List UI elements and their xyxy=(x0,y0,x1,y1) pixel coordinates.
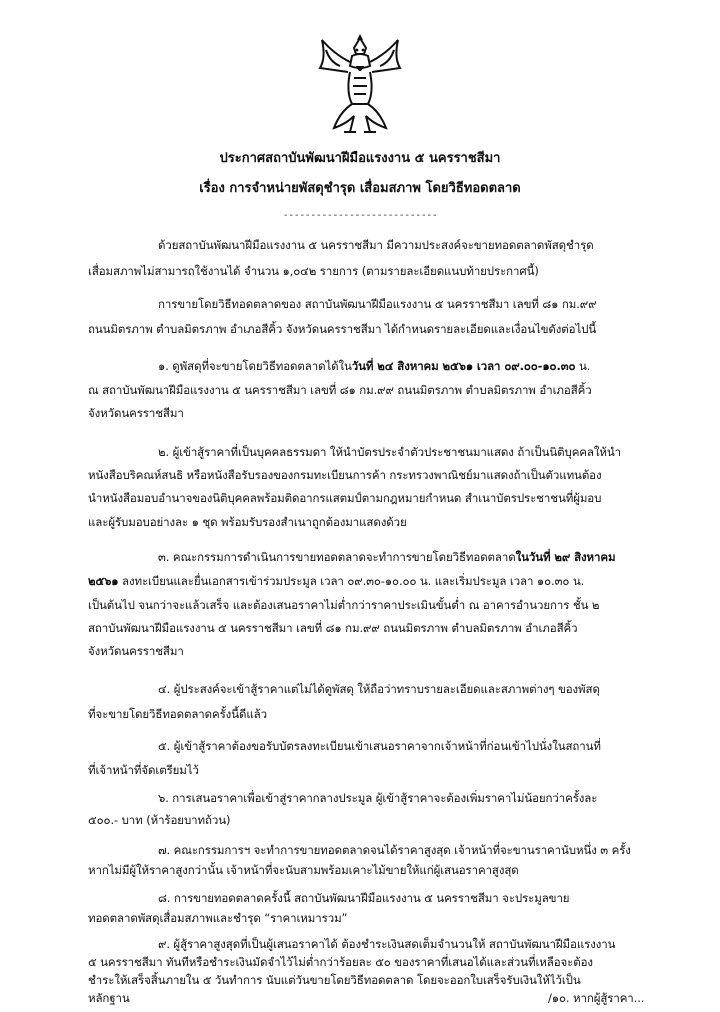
item-7-line-2: หากไม่มีผู้ให้ราคาสูงกว่านั้น เจ้าหน้าที่จะนับสามพร้อมเคาะไม้ขายให้แก่ผู้เสนอราคาสูงสุด xyxy=(88,863,519,877)
item-9-line-1: ๙. ผู้สู้ราคาสูงสุดที่เป็นผู้เสนอราคาได้ ต้องชำระเงินสดเต็มจำนวนให้ สถาบันพัฒนาฝีมือแรงงาน xyxy=(158,937,616,951)
item-3-line-2: ๒๕๖๑ ลงทะเบียนและยื่นเอกสารเข้าร่วมประมูล เวลา ๐๙.๓๐-๑๐.๐๐ น. และเริ่มประมูล เวลา ๑๐.๓๐ น. xyxy=(88,574,585,588)
item-1-line-2: ณ สถาบันพัฒนาฝีมือแรงงาน ๕ นครราชสีมา เลขที่ ๘๑ กม.๙๙ ถนนมิตรภาพ ตำบลมิตรภาพ อำเภอสีคิ้ว xyxy=(88,383,592,397)
item-3-line-4: สถาบันพัฒนาฝีมือแรงงาน ๕ นครราชสีมา เลขที่ ๘๑ กม.๙๙ ถนนมิตรภาพ ตำบลมิตรภาพ อำเภอสีคิ้ว xyxy=(88,621,578,635)
item-3-date: ในวันที่ ๒๙ สิงหาคม xyxy=(515,550,616,564)
item-8-line-2: ทอดตลาดพัสดุเสื่อมสภาพและชำรุด “ราคาเหมารวม” xyxy=(88,911,348,925)
intro-line-4: ถนนมิตรภาพ ตำบลมิตรภาพ อำเภอสีคิ้ว จังหวัดนครราชสีมา ได้กำหนดรายละเอียดและเงื่อนไขดังต่อไปนี้ xyxy=(88,322,597,336)
item-5-line-2: ที่เจ้าหน้าที่จัดเตรียมไว้ xyxy=(88,763,199,777)
item-1-line-1: ๑. ดูพัสดุที่จะขายโดยวิธีทอดตลาดได้ในวันที่ ๒๔ สิงหาคม ๒๕๖๑ เวลา ๐๙.๐๐-๑๐.๓๐ น. xyxy=(158,359,591,373)
item-2-line-4: และผู้รับมอบอย่างละ ๑ ชุด พร้อมรับรองสำเนาถูกต้องมาแสดงด้วย xyxy=(88,515,407,529)
announcement-subject: เรื่อง การจำหน่ายพัสดุชำรุด เสื่อมสภาพ โดยวิธีทอดตลาด xyxy=(199,181,521,196)
item-4-line-1: ๔. ผู้ประสงค์จะเข้าสู้ราคาแต่ไม่ได้ดูพัสดุ ให้ถือว่าทราบรายละเอียดและสภาพต่างๆ ของพัสดุ xyxy=(158,682,600,696)
continuation-note: /๑๐. หากผู้สู้ราคา... xyxy=(548,991,645,1005)
separator-line: ---------------------------- xyxy=(282,210,438,221)
announcement-title: ประกาศสถาบันพัฒนาฝีมือแรงงาน ๕ นครราชสีมา xyxy=(219,151,501,166)
item-2-line-3: นำหนังสือมอบอำนาจของนิติบุคคลพร้อมติดอากรแสตมป์ตามกฎหมายกำหนด สำเนาบัตรประชาชนที่ผู้มอบ xyxy=(88,491,602,505)
item-3-line-3: เป็นต้นไป จนกว่าจะแล้วเสร็จ และต้องเสนอราคาไม่ต่ำกว่าราคาประเมินขั้นต่ำ ณ อาคารอำนวยการ ชั้น ๒ xyxy=(88,598,600,612)
item-9-line-4: หลักฐาน xyxy=(88,991,130,1005)
item-1-date: วันที่ ๒๔ สิงหาคม ๒๕๖๑ เวลา ๐๙.๐๐-๑๐.๓๐ xyxy=(351,359,576,373)
item-6-line-1: ๖. การเสนอราคาเพื่อเข้าสู่ราคากลางประมูล ผู้เข้าสู้ราคาจะต้องเพิ่มราคาไม่น้อยกว่าครั้งละ xyxy=(158,791,598,805)
item-6-line-2: ๕๐๐.- บาท (ห้าร้อยบาทถ้วน) xyxy=(88,813,231,827)
item-9-line-3: ชำระให้เสร็จสิ้นภายใน ๕ วันทำการ นับแต่วันขายโดยวิธีทอดตลาด โดยจะออกใบเสร็จรับเงินให้ไว้เป็น xyxy=(88,973,581,987)
garuda-emblem-icon xyxy=(310,32,410,140)
intro-line-2: เสื่อมสภาพไม่สามารถใช้งานได้ จำนวน ๑,๐๔๒ รายการ (ตามรายละเอียดแนบท้ายประกาศนี้) xyxy=(88,264,539,278)
item-3-line-1: ๓. คณะกรรมการดำเนินการขายทอดตลาดจะทำการขายโดยวิธีทอดตลาดในวันที่ ๒๙ สิงหาคม xyxy=(158,550,616,564)
item-2-line-2: หนังสือบริคณห์สนธิ หรือหนังสือรับรองของกรมทะเบียนการค้า กระทรวงพาณิชย์มาแสดงถ้าเป็นตัวแทนต้อง xyxy=(88,468,602,482)
item-8-line-1: ๘. การขายทอดตลาดครั้งนี้ สถาบันพัฒนาฝีมือแรงงาน ๕ นครราชสีมา จะประมูลขาย xyxy=(158,891,570,905)
item-7-line-1: ๗. คณะกรรมการฯ จะทำการขายทอดตลาดจนได้ราคาสูงสุด เจ้าหน้าที่จะขานราคานับหนึ่ง ๓ ครั้ง xyxy=(158,843,631,857)
item-2-line-1: ๒. ผู้เข้าสู้ราคาที่เป็นบุคคลธรรมดา ให้นำบัตรประจำตัวประชาชนมาแสดง ถ้าเป็นนิติบุคคลให้นำ xyxy=(158,445,622,459)
item-4-line-2: ที่จะขายโดยวิธีทอดตลาดครั้งนี้ดีแล้ว xyxy=(88,707,267,721)
intro-line-3: การขายโดยวิธีทอดตลาดของ สถาบันพัฒนาฝีมือแรงงาน ๕ นครราชสีมา เลขที่ ๘๑ กม.๙๙ xyxy=(158,297,597,311)
item-3-line-5: จังหวัดนครราชสีมา xyxy=(88,644,184,658)
item-9-line-2: ๕ นครราชสีมา ทันทีหรือชำระเงินมัดจำไว้ไม่ต่ำกว่าร้อยละ ๕๐ ของราคาที่เสนอได้และส่วนที่เหลือจะต้อง xyxy=(88,955,593,969)
item-5-line-1: ๕. ผู้เข้าสู้ราคาต้องขอรับบัตรลงทะเบียนเข้าเสนอราคาจากเจ้าหน้าที่ก่อนเข้าไปนั่งในสถานที่ xyxy=(158,739,601,753)
intro-line-1: ด้วยสถาบันพัฒนาฝีมือแรงงาน ๕ นครราชสีมา มีความประสงค์จะขายทอดตลาดพัสดุชำรุด xyxy=(158,238,594,252)
item-1-line-3: จังหวัดนครราชสีมา xyxy=(88,406,184,420)
